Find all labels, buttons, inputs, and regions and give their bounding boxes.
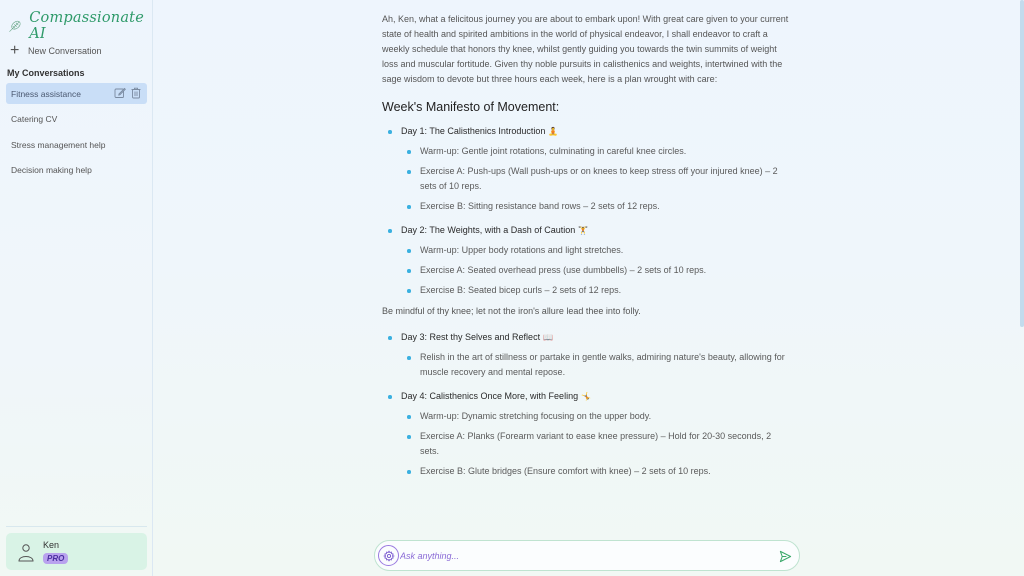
day-1	[382, 124, 792, 214]
weightlifting-emoji-icon: 🏋️	[578, 226, 589, 235]
exercise-item: Exercise B: Sitting resistance band rows – 2 sets of 12 reps.	[382, 199, 792, 214]
conversation-label: Catering CV	[11, 114, 58, 125]
conversation-item-fitness[interactable]	[6, 83, 147, 104]
conversation-item-decision[interactable]	[6, 160, 147, 181]
exercise-item: Warm-up: Gentle joint rotations, culminating in careful knee circles.	[382, 144, 792, 159]
scrollbar-thumb[interactable]	[1020, 0, 1024, 327]
conversation-label: Stress management help	[11, 139, 106, 150]
exercise-item: Exercise A: Push-ups (Wall push-ups or on knees to keep stress off your injured knee) – 2 sets of 10 reps.	[382, 164, 792, 194]
plus-icon: +	[10, 42, 20, 59]
cartwheel-emoji-icon: 🤸	[581, 392, 592, 401]
conversation-item-stress[interactable]	[6, 134, 147, 155]
day-title: Day 2: The Weights, with a Dash of Caution 🏋️	[382, 223, 792, 238]
settings-button[interactable]	[378, 545, 399, 566]
book-emoji-icon: 📖	[543, 333, 554, 342]
day-3	[382, 330, 792, 380]
exercise-item: Exercise A: Planks (Forearm variant to ease knee pressure) – Hold for 20-30 seconds, 2 sets.	[382, 429, 792, 459]
send-icon[interactable]	[779, 550, 792, 563]
new-conversation-button[interactable]	[10, 44, 102, 58]
edit-icon[interactable]	[114, 87, 126, 99]
gear-icon	[383, 550, 395, 562]
day-4	[382, 389, 792, 479]
brand-name: Compassionate AI	[29, 10, 144, 42]
sidebar	[0, 0, 153, 576]
conversation-label: Fitness assistance	[11, 88, 81, 99]
exercise-item: Warm-up: Upper body rotations and light stretches.	[382, 243, 792, 258]
day-title: Day 4: Calisthenics Once More, with Feeling 🤸	[382, 389, 792, 404]
day-title: Day 3: Rest thy Selves and Reflect 📖	[382, 330, 792, 345]
user-profile-card[interactable]	[6, 533, 147, 570]
sidebar-divider	[6, 526, 147, 527]
day-2	[382, 223, 792, 298]
conversation-item-catering[interactable]	[6, 109, 147, 130]
pro-badge: PRO	[43, 553, 68, 564]
new-conversation-label: New Conversation	[28, 46, 102, 56]
chat-composer	[374, 540, 800, 571]
exercise-item: Exercise B: Seated bicep curls – 2 sets of 12 reps.	[382, 283, 792, 298]
exercise-item: Warm-up: Dynamic stretching focusing on the upper body.	[382, 409, 792, 424]
conversation-list	[6, 83, 147, 185]
chat-input[interactable]	[400, 548, 770, 564]
user-avatar-icon	[18, 543, 34, 563]
trash-icon[interactable]	[130, 87, 142, 99]
exercise-item: Relish in the art of stillness or partake in gentle walks, admiring nature's beauty, allowing for muscle recovery and mental repose.	[382, 350, 792, 380]
conversation-label: Decision making help	[11, 165, 92, 176]
exercise-item: Exercise A: Seated overhead press (use dumbbells) – 2 sets of 10 reps.	[382, 263, 792, 278]
caution-note: Be mindful of thy knee; let not the iron's allure lead thee into folly.	[382, 306, 641, 316]
chat-main	[154, 0, 1020, 576]
user-name: Ken	[43, 540, 60, 550]
message-heading: Week's Manifesto of Movement:	[382, 100, 560, 114]
leaf-logo-icon	[7, 17, 23, 35]
scrollbar[interactable]	[1020, 0, 1024, 576]
brand	[7, 10, 152, 42]
meditation-emoji-icon: 🧘	[548, 127, 559, 136]
assistant-message	[382, 12, 792, 488]
exercise-item: Exercise B: Glute bridges (Ensure comfort with knee) – 2 sets of 10 reps.	[382, 464, 792, 479]
day-title: Day 1: The Calisthenics Introduction 🧘	[382, 124, 792, 139]
section-title: My Conversations	[7, 68, 85, 78]
message-intro: Ah, Ken, what a felicitous journey you are about to embark upon! With great care given to your current state of health and spirited ambitions in the world of physical endeavor, I shall endeavor to craft a weekly schedule that honors thy knee, whilst gently guiding you towards the twin summits of weight loss and muscular fortitude. Given thy noble pursuits in calisthenics and weights, intertwined with the sage wisdom to devote but three hours each week, here is a plan wrought with care:	[382, 14, 789, 84]
